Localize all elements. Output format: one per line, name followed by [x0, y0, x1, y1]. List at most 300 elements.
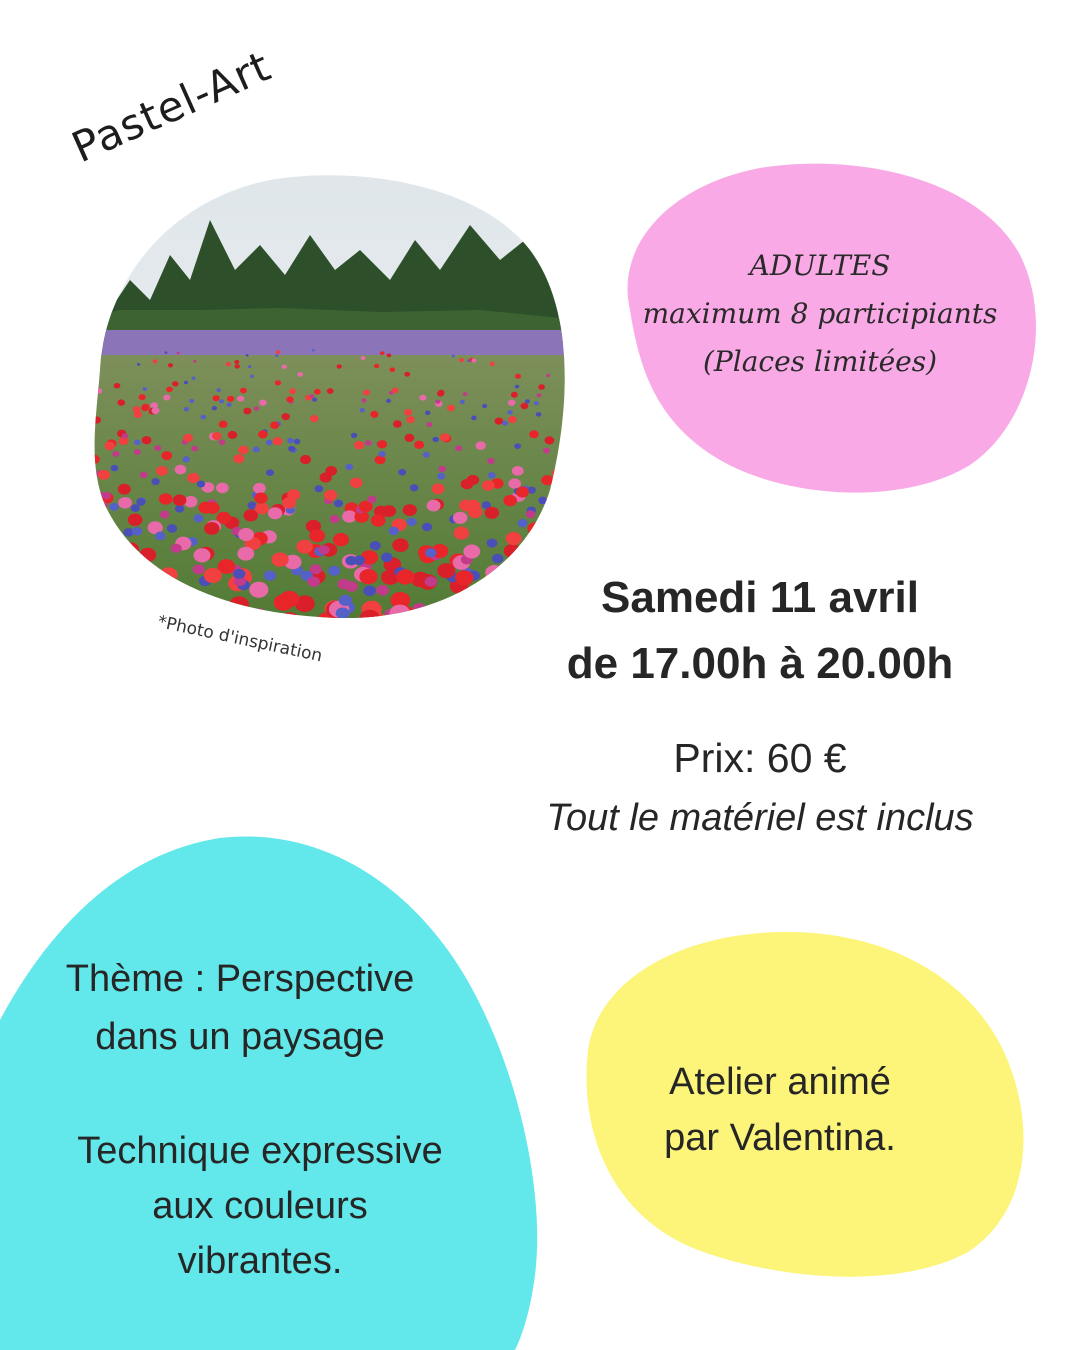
- flower-dot: [184, 381, 188, 385]
- flower-dot: [370, 411, 378, 418]
- flower-dot: [476, 441, 486, 450]
- flower-dot: [334, 500, 343, 508]
- flower-dot: [154, 445, 161, 451]
- flower-dot: [168, 363, 173, 367]
- flower-dot: [194, 548, 211, 562]
- flower-dot: [67, 606, 88, 623]
- flower-dot: [527, 522, 542, 535]
- flower-dot: [535, 548, 552, 562]
- flower-dot: [117, 399, 125, 405]
- flower-dot: [89, 455, 100, 464]
- flower-dot: [151, 580, 170, 596]
- flower-dot: [60, 500, 72, 512]
- flower-dot: [427, 500, 441, 512]
- flower-dot: [467, 609, 488, 626]
- flower-dot: [286, 396, 293, 402]
- flower-dot: [109, 503, 118, 511]
- flower-dot: [276, 350, 280, 354]
- flower-dot: [558, 496, 567, 504]
- flower-dot: [435, 400, 440, 404]
- flower-dot: [156, 466, 168, 476]
- workshop-technique: [20, 1124, 500, 1289]
- flower-dot: [290, 617, 311, 630]
- flower-dot: [297, 372, 303, 377]
- flower-dot: [227, 403, 232, 407]
- flower-dot: [142, 436, 152, 444]
- flower-dot: [529, 430, 539, 438]
- flower-dot: [289, 388, 296, 394]
- flower-dot: [152, 407, 160, 414]
- flower-dot: [471, 358, 476, 362]
- theme-line-1: Thème : Perspective: [65, 958, 415, 1000]
- flower-dot: [132, 527, 142, 536]
- flower-dot: [365, 440, 372, 446]
- flower-dot: [275, 354, 278, 357]
- flower-dot: [193, 360, 196, 363]
- flower-dot: [437, 391, 444, 397]
- flower-dot: [504, 544, 521, 558]
- flower-dot: [240, 616, 261, 630]
- flower-dot: [537, 393, 542, 397]
- flower-dot: [227, 396, 234, 402]
- host-line-1: Atelier animé: [669, 1061, 891, 1103]
- flower-dot: [455, 445, 462, 451]
- flower-dot: [463, 392, 468, 396]
- flower-dot: [374, 364, 379, 368]
- flower-dot: [163, 593, 183, 610]
- flower-dot: [422, 523, 432, 531]
- flower-dot: [175, 465, 187, 475]
- flower-dot: [259, 400, 267, 406]
- flower-dot: [490, 362, 495, 366]
- flower-dot: [65, 393, 72, 399]
- flower-dot: [77, 369, 81, 372]
- flower-dot: [407, 518, 417, 526]
- flower-dot: [60, 449, 64, 455]
- flower-dot: [545, 436, 555, 444]
- flower-dot: [461, 479, 474, 489]
- flower-dot: [167, 524, 177, 533]
- flower-dot: [122, 433, 128, 438]
- flower-dot: [512, 466, 524, 476]
- flower-dot: [63, 521, 78, 534]
- flower-dot: [228, 431, 238, 439]
- flower-dot: [213, 395, 220, 401]
- flower-dot: [60, 444, 66, 453]
- flower-dot: [94, 546, 105, 555]
- flower-dot: [86, 567, 104, 582]
- flower-dot: [131, 504, 140, 512]
- flower-dot: [80, 503, 94, 515]
- flower-dot: [294, 439, 301, 445]
- flower-dot: [412, 603, 426, 614]
- flower-dot: [238, 446, 248, 455]
- flower-dot: [380, 619, 401, 630]
- flower-dot: [288, 446, 295, 452]
- flower-dot: [363, 586, 376, 597]
- flower-dot: [540, 540, 556, 554]
- flower-dot: [100, 603, 120, 620]
- flower-dot: [327, 388, 334, 394]
- flower-dot: [336, 608, 350, 619]
- flower-dot: [184, 407, 189, 411]
- event-schedule: [520, 565, 1000, 697]
- flower-dot: [92, 372, 96, 375]
- flower-dot: [240, 388, 247, 394]
- flower-dot: [237, 547, 254, 561]
- host-line-2: par Valentina.: [664, 1117, 896, 1159]
- flower-dot: [495, 610, 509, 621]
- technique-line-1: Technique expressive: [77, 1130, 443, 1172]
- flower-dot: [118, 497, 132, 508]
- flower-dot: [370, 541, 381, 550]
- flower-dot: [60, 621, 78, 630]
- flower-dot: [371, 514, 386, 526]
- flower-dot: [425, 576, 437, 586]
- flower-dot: [403, 504, 417, 516]
- flower-dot: [160, 567, 178, 582]
- flower-dot: [60, 413, 66, 420]
- flower-dot: [359, 569, 377, 584]
- flower-dot: [194, 514, 204, 522]
- flower-dot: [128, 514, 143, 526]
- flower-dot: [89, 393, 96, 399]
- flower-dot: [141, 564, 159, 579]
- flower-dot: [63, 403, 71, 409]
- flower-dot: [518, 519, 528, 527]
- flower-dot: [65, 555, 77, 565]
- flower-dot: [67, 588, 86, 604]
- flower-dot: [447, 405, 455, 412]
- flower-dot: [541, 475, 553, 485]
- flower-dot: [145, 584, 164, 600]
- flower-dot: [333, 533, 349, 546]
- flower-dot: [406, 416, 415, 423]
- flower-dot: [268, 507, 282, 519]
- flower-dot: [173, 495, 187, 506]
- flower-dot: [233, 454, 244, 463]
- flower-dot: [206, 502, 220, 514]
- flower-dot: [183, 456, 190, 462]
- flower-dot: [189, 399, 194, 403]
- flower-dot: [338, 579, 351, 589]
- flower-dot: [237, 396, 244, 402]
- flower-dot: [551, 488, 560, 495]
- flower-dot: [487, 458, 494, 464]
- flower-dot: [88, 527, 104, 540]
- flower-dot: [506, 532, 522, 545]
- flower-dot: [437, 473, 445, 480]
- flower-dot: [187, 473, 199, 483]
- flower-dot: [339, 595, 352, 606]
- flower-dot: [387, 354, 392, 358]
- flower-dot: [275, 380, 281, 385]
- flower-dot: [138, 583, 157, 599]
- flower-dot: [452, 355, 455, 358]
- flower-dot: [72, 378, 78, 383]
- flower-dot: [121, 551, 138, 565]
- flower-dot: [264, 571, 276, 581]
- flower-dot: [389, 527, 399, 536]
- flower-dot: [104, 599, 124, 616]
- flower-dot: [432, 483, 445, 494]
- flower-dot: [536, 412, 542, 417]
- flower-dot: [509, 559, 521, 569]
- flower-dot: [392, 388, 399, 394]
- flower-dot: [122, 542, 139, 556]
- flower-dot: [471, 608, 492, 625]
- flower-dot: [138, 575, 150, 585]
- flower-dot: [233, 569, 245, 579]
- flower-dot: [266, 469, 274, 476]
- flower-dot: [92, 416, 101, 423]
- flower-dot: [60, 383, 64, 387]
- flower-dot: [543, 448, 550, 454]
- flower-dot: [570, 361, 575, 365]
- flower-dot: [558, 511, 573, 523]
- flower-dot: [538, 384, 545, 390]
- flower-dot: [460, 400, 465, 404]
- flower-dot: [85, 419, 94, 426]
- flower-dot: [98, 470, 110, 480]
- flower-dot: [361, 398, 366, 402]
- flower-dot: [279, 612, 300, 630]
- flower-dot: [69, 461, 80, 471]
- flower-dot: [546, 374, 550, 377]
- flower-dot: [204, 568, 222, 583]
- flower-dot: [212, 432, 222, 440]
- flower-dot: [152, 478, 160, 485]
- flower-dot: [73, 571, 91, 586]
- flower-dot: [410, 484, 419, 491]
- flower-dot: [134, 411, 142, 418]
- event-time: de 17.00h à 20.00h: [566, 639, 954, 688]
- flower-dot: [201, 415, 207, 420]
- flower-dot: [153, 359, 158, 363]
- flower-dot: [281, 618, 302, 630]
- flower-dot: [266, 440, 273, 446]
- flower-dot: [495, 418, 504, 425]
- flower-dot: [216, 483, 229, 494]
- flower-dot: [482, 480, 495, 491]
- flower-dot: [82, 436, 92, 444]
- flower-dot: [287, 438, 294, 444]
- flower-dot: [508, 400, 516, 406]
- flower-dot: [310, 564, 322, 574]
- flower-dot: [490, 620, 512, 630]
- page-title: Pastel-Art: [64, 41, 279, 173]
- flower-dot: [314, 618, 335, 630]
- flower-dot: [392, 538, 408, 552]
- flower-dot: [161, 451, 172, 460]
- audience-info: [620, 242, 1020, 386]
- flower-dot: [380, 351, 385, 355]
- flower-dot: [137, 604, 157, 621]
- flower-dot: [69, 386, 73, 390]
- flower-dot: [166, 387, 173, 393]
- flower-dot: [390, 367, 396, 372]
- flower-dot: [143, 583, 162, 599]
- flower-dot: [222, 614, 236, 626]
- flower-dot: [212, 406, 217, 410]
- flower-dot: [377, 440, 387, 448]
- flower-dot: [508, 478, 521, 488]
- flower-dot: [248, 365, 252, 368]
- photo-caption: *Photo d'inspiration: [155, 612, 325, 667]
- flower-dot: [330, 515, 340, 523]
- flower-dot: [470, 590, 490, 606]
- flower-dot: [238, 528, 254, 541]
- flower-dot: [219, 399, 224, 403]
- flower-dot: [136, 498, 145, 506]
- flower-dot: [346, 464, 354, 470]
- flower-dot: [65, 620, 87, 630]
- flower-dot: [72, 455, 79, 461]
- flower-dot: [300, 455, 311, 464]
- flower-dot: [503, 495, 517, 506]
- flower-dot: [360, 408, 365, 412]
- flower-dot: [74, 528, 84, 537]
- flower-dot: [95, 492, 104, 499]
- flower-dot: [171, 544, 182, 553]
- flower-dot: [489, 583, 508, 599]
- flower-dot: [314, 389, 321, 395]
- flower-dot: [526, 510, 536, 518]
- flower-dot: [516, 487, 529, 498]
- flower-dot: [226, 362, 231, 366]
- flower-dot: [466, 600, 486, 617]
- flower-dot: [120, 576, 139, 592]
- flower-dot: [97, 533, 113, 546]
- flower-dot: [143, 387, 147, 391]
- flower-dot: [68, 555, 79, 565]
- host-info: [580, 1054, 980, 1166]
- flower-dot: [320, 472, 332, 482]
- flower-dot: [145, 607, 159, 618]
- flower-dot: [390, 605, 411, 622]
- flower-dot: [312, 349, 315, 351]
- flower-dot: [287, 489, 300, 500]
- flower-dot: [485, 507, 499, 519]
- flower-dot: [525, 399, 530, 403]
- flower-dot: [60, 476, 70, 486]
- flower-dot: [463, 545, 480, 559]
- flower-dot: [246, 354, 249, 357]
- flower-dot: [243, 408, 251, 415]
- flower-dot: [308, 577, 320, 587]
- flower-dot: [482, 404, 487, 408]
- flower-dot: [568, 492, 580, 503]
- flower-dot: [93, 615, 114, 630]
- flower-dot: [419, 395, 426, 401]
- flower-dot: [351, 433, 357, 438]
- flower-dot: [376, 585, 389, 596]
- flower-dot: [258, 430, 268, 438]
- flower-dot: [507, 410, 512, 415]
- technique-line-3: vibrantes.: [177, 1240, 343, 1282]
- flower-dot: [183, 434, 193, 442]
- flower-dot: [112, 451, 119, 457]
- flower-dot: [354, 441, 364, 449]
- workshop-theme: [0, 950, 480, 1066]
- flower-dot: [98, 501, 107, 509]
- flower-dot: [86, 550, 97, 559]
- flower-dot: [350, 478, 363, 488]
- flower-dot: [235, 364, 240, 368]
- flower-dot: [538, 497, 547, 505]
- flower-dot: [163, 395, 170, 401]
- flower-dot: [114, 383, 121, 388]
- flower-dot: [114, 605, 128, 616]
- price: Prix: 60 €: [673, 735, 847, 781]
- flower-dot: [204, 522, 219, 535]
- flower-dot: [95, 388, 102, 394]
- flower-dot: [301, 621, 315, 630]
- flower-dot: [310, 394, 315, 398]
- flower-dot: [270, 422, 279, 429]
- flower-dot: [398, 469, 406, 476]
- flower-dot: [546, 497, 560, 508]
- flower-dot: [454, 527, 470, 540]
- flower-dot: [253, 608, 267, 619]
- flower-dot: [488, 472, 496, 479]
- flower-dot: [386, 399, 391, 403]
- flower-dot: [160, 575, 172, 585]
- flower-dot: [134, 449, 141, 455]
- flower-dot: [216, 388, 221, 392]
- flower-dot: [282, 413, 290, 420]
- flower-dot: [86, 502, 100, 514]
- flower-dot: [508, 416, 517, 423]
- flower-dot: [554, 549, 565, 558]
- flower-dot: [140, 472, 148, 479]
- flower-dot: [318, 545, 329, 554]
- flower-dot: [97, 535, 113, 548]
- flower-dot: [425, 548, 436, 557]
- flower-dot: [487, 539, 498, 548]
- flower-dot: [324, 490, 337, 501]
- flower-dot: [141, 405, 149, 412]
- audience-label: ADULTES: [749, 249, 891, 282]
- flower-dot: [164, 351, 167, 353]
- flower-dot: [282, 365, 287, 369]
- flower-dot: [425, 411, 430, 416]
- flower-dot: [88, 501, 102, 513]
- flower-dot: [534, 401, 539, 405]
- flower-dot: [108, 540, 124, 554]
- flower-dot: [172, 381, 178, 386]
- flower-dot: [567, 507, 581, 519]
- flower-dot: [363, 390, 370, 396]
- flower-dot: [436, 609, 450, 620]
- flower-dot: [65, 442, 75, 451]
- event-day: Samedi 11 avril: [601, 573, 919, 622]
- flower-dot: [80, 579, 99, 595]
- flower-dot: [432, 437, 439, 442]
- flower-dot: [193, 564, 205, 574]
- flower-dot: [175, 505, 184, 513]
- flower-dot: [310, 415, 319, 422]
- flower-dot: [119, 578, 138, 594]
- flower-dot: [423, 452, 430, 458]
- flower-dot: [312, 398, 317, 402]
- technique-line-2: aux couleurs: [152, 1185, 368, 1227]
- flower-dot: [253, 483, 266, 494]
- flower-dot: [441, 621, 455, 630]
- flower-dot: [455, 570, 473, 585]
- flower-dot: [328, 566, 340, 576]
- flower-dot: [567, 352, 570, 355]
